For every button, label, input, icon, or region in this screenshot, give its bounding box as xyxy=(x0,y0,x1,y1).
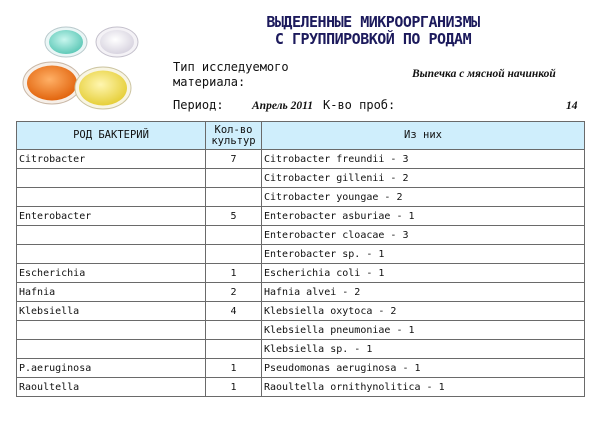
species-cell: Klebsiella pneumoniae - 1 xyxy=(262,321,585,340)
petri-dish-orange xyxy=(23,62,81,104)
header-species: Из них xyxy=(262,122,585,150)
genus-cell: Enterobacter xyxy=(17,207,206,226)
report-title-line-1: ВЫДЕЛЕННЫЕ МИКРООРГАНИЗМЫ xyxy=(266,13,480,31)
count-cell xyxy=(206,226,262,245)
genus-cell xyxy=(17,245,206,264)
report-title xyxy=(228,14,518,48)
material-type-value: Выпечка с мясной начинкой xyxy=(412,68,556,80)
count-cell: 1 xyxy=(206,378,262,397)
samples-count-label: К-во проб: xyxy=(323,98,396,112)
genus-cell: P.aeruginosa xyxy=(17,359,206,378)
species-cell: Escherichia coli - 1 xyxy=(262,264,585,283)
genus-cell: Hafnia xyxy=(17,283,206,302)
genus-cell: Klebsiella xyxy=(17,302,206,321)
table-header-row xyxy=(17,122,585,150)
table-row xyxy=(17,340,585,359)
genus-cell: Raoultella xyxy=(17,378,206,397)
species-cell: Citrobacter freundii - 3 xyxy=(262,150,585,169)
petri-dish-white xyxy=(96,27,138,57)
count-cell xyxy=(206,188,262,207)
genus-cell xyxy=(17,169,206,188)
species-cell: Citrobacter youngae - 2 xyxy=(262,188,585,207)
table-row xyxy=(17,283,585,302)
table-row xyxy=(17,226,585,245)
table-row xyxy=(17,245,585,264)
table-row xyxy=(17,150,585,169)
header-genus: РОД БАКТЕРИЙ xyxy=(17,122,206,150)
count-cell xyxy=(206,169,262,188)
samples-count-value: 14 xyxy=(566,100,578,112)
count-cell xyxy=(206,321,262,340)
material-type-label-line-2: материала: xyxy=(173,75,246,89)
table-row xyxy=(17,264,585,283)
species-cell: Citrobacter gillenii - 2 xyxy=(262,169,585,188)
petri-dish-yellow xyxy=(75,67,131,109)
count-cell xyxy=(206,340,262,359)
species-cell: Hafnia alvei - 2 xyxy=(262,283,585,302)
period-label: Период: xyxy=(173,98,224,112)
species-cell: Klebsiella oxytoca - 2 xyxy=(262,302,585,321)
species-cell: Enterobacter sp. - 1 xyxy=(262,245,585,264)
microorganisms-table xyxy=(16,121,585,397)
count-cell: 1 xyxy=(206,264,262,283)
header-culture-count: Кол-во культур xyxy=(206,122,262,150)
table-row xyxy=(17,302,585,321)
count-cell: 5 xyxy=(206,207,262,226)
table-row xyxy=(17,359,585,378)
report-title-line-2: С ГРУППИРОВКОЙ ПО РОДАМ xyxy=(274,30,472,48)
species-cell: Enterobacter asburiae - 1 xyxy=(262,207,585,226)
table-row xyxy=(17,188,585,207)
petri-dish-teal xyxy=(45,27,87,57)
count-cell: 2 xyxy=(206,283,262,302)
table-row xyxy=(17,321,585,340)
species-cell: Klebsiella sp. - 1 xyxy=(262,340,585,359)
table-row xyxy=(17,169,585,188)
species-cell: Pseudomonas aeruginosa - 1 xyxy=(262,359,585,378)
genus-cell xyxy=(17,321,206,340)
species-cell: Enterobacter cloacae - 3 xyxy=(262,226,585,245)
table-row xyxy=(17,378,585,397)
genus-cell xyxy=(17,188,206,207)
count-cell: 7 xyxy=(206,150,262,169)
species-cell: Raoultella ornithynolitica - 1 xyxy=(262,378,585,397)
petri-dishes-illustration xyxy=(14,20,164,125)
count-cell: 4 xyxy=(206,302,262,321)
genus-cell: Citrobacter xyxy=(17,150,206,169)
table-row xyxy=(17,207,585,226)
material-type-label-line-1: Тип исследуемого xyxy=(173,60,289,74)
count-cell xyxy=(206,245,262,264)
genus-cell xyxy=(17,226,206,245)
genus-cell xyxy=(17,340,206,359)
count-cell: 1 xyxy=(206,359,262,378)
period-value: Апрель 2011 xyxy=(252,100,314,112)
genus-cell: Escherichia xyxy=(17,264,206,283)
